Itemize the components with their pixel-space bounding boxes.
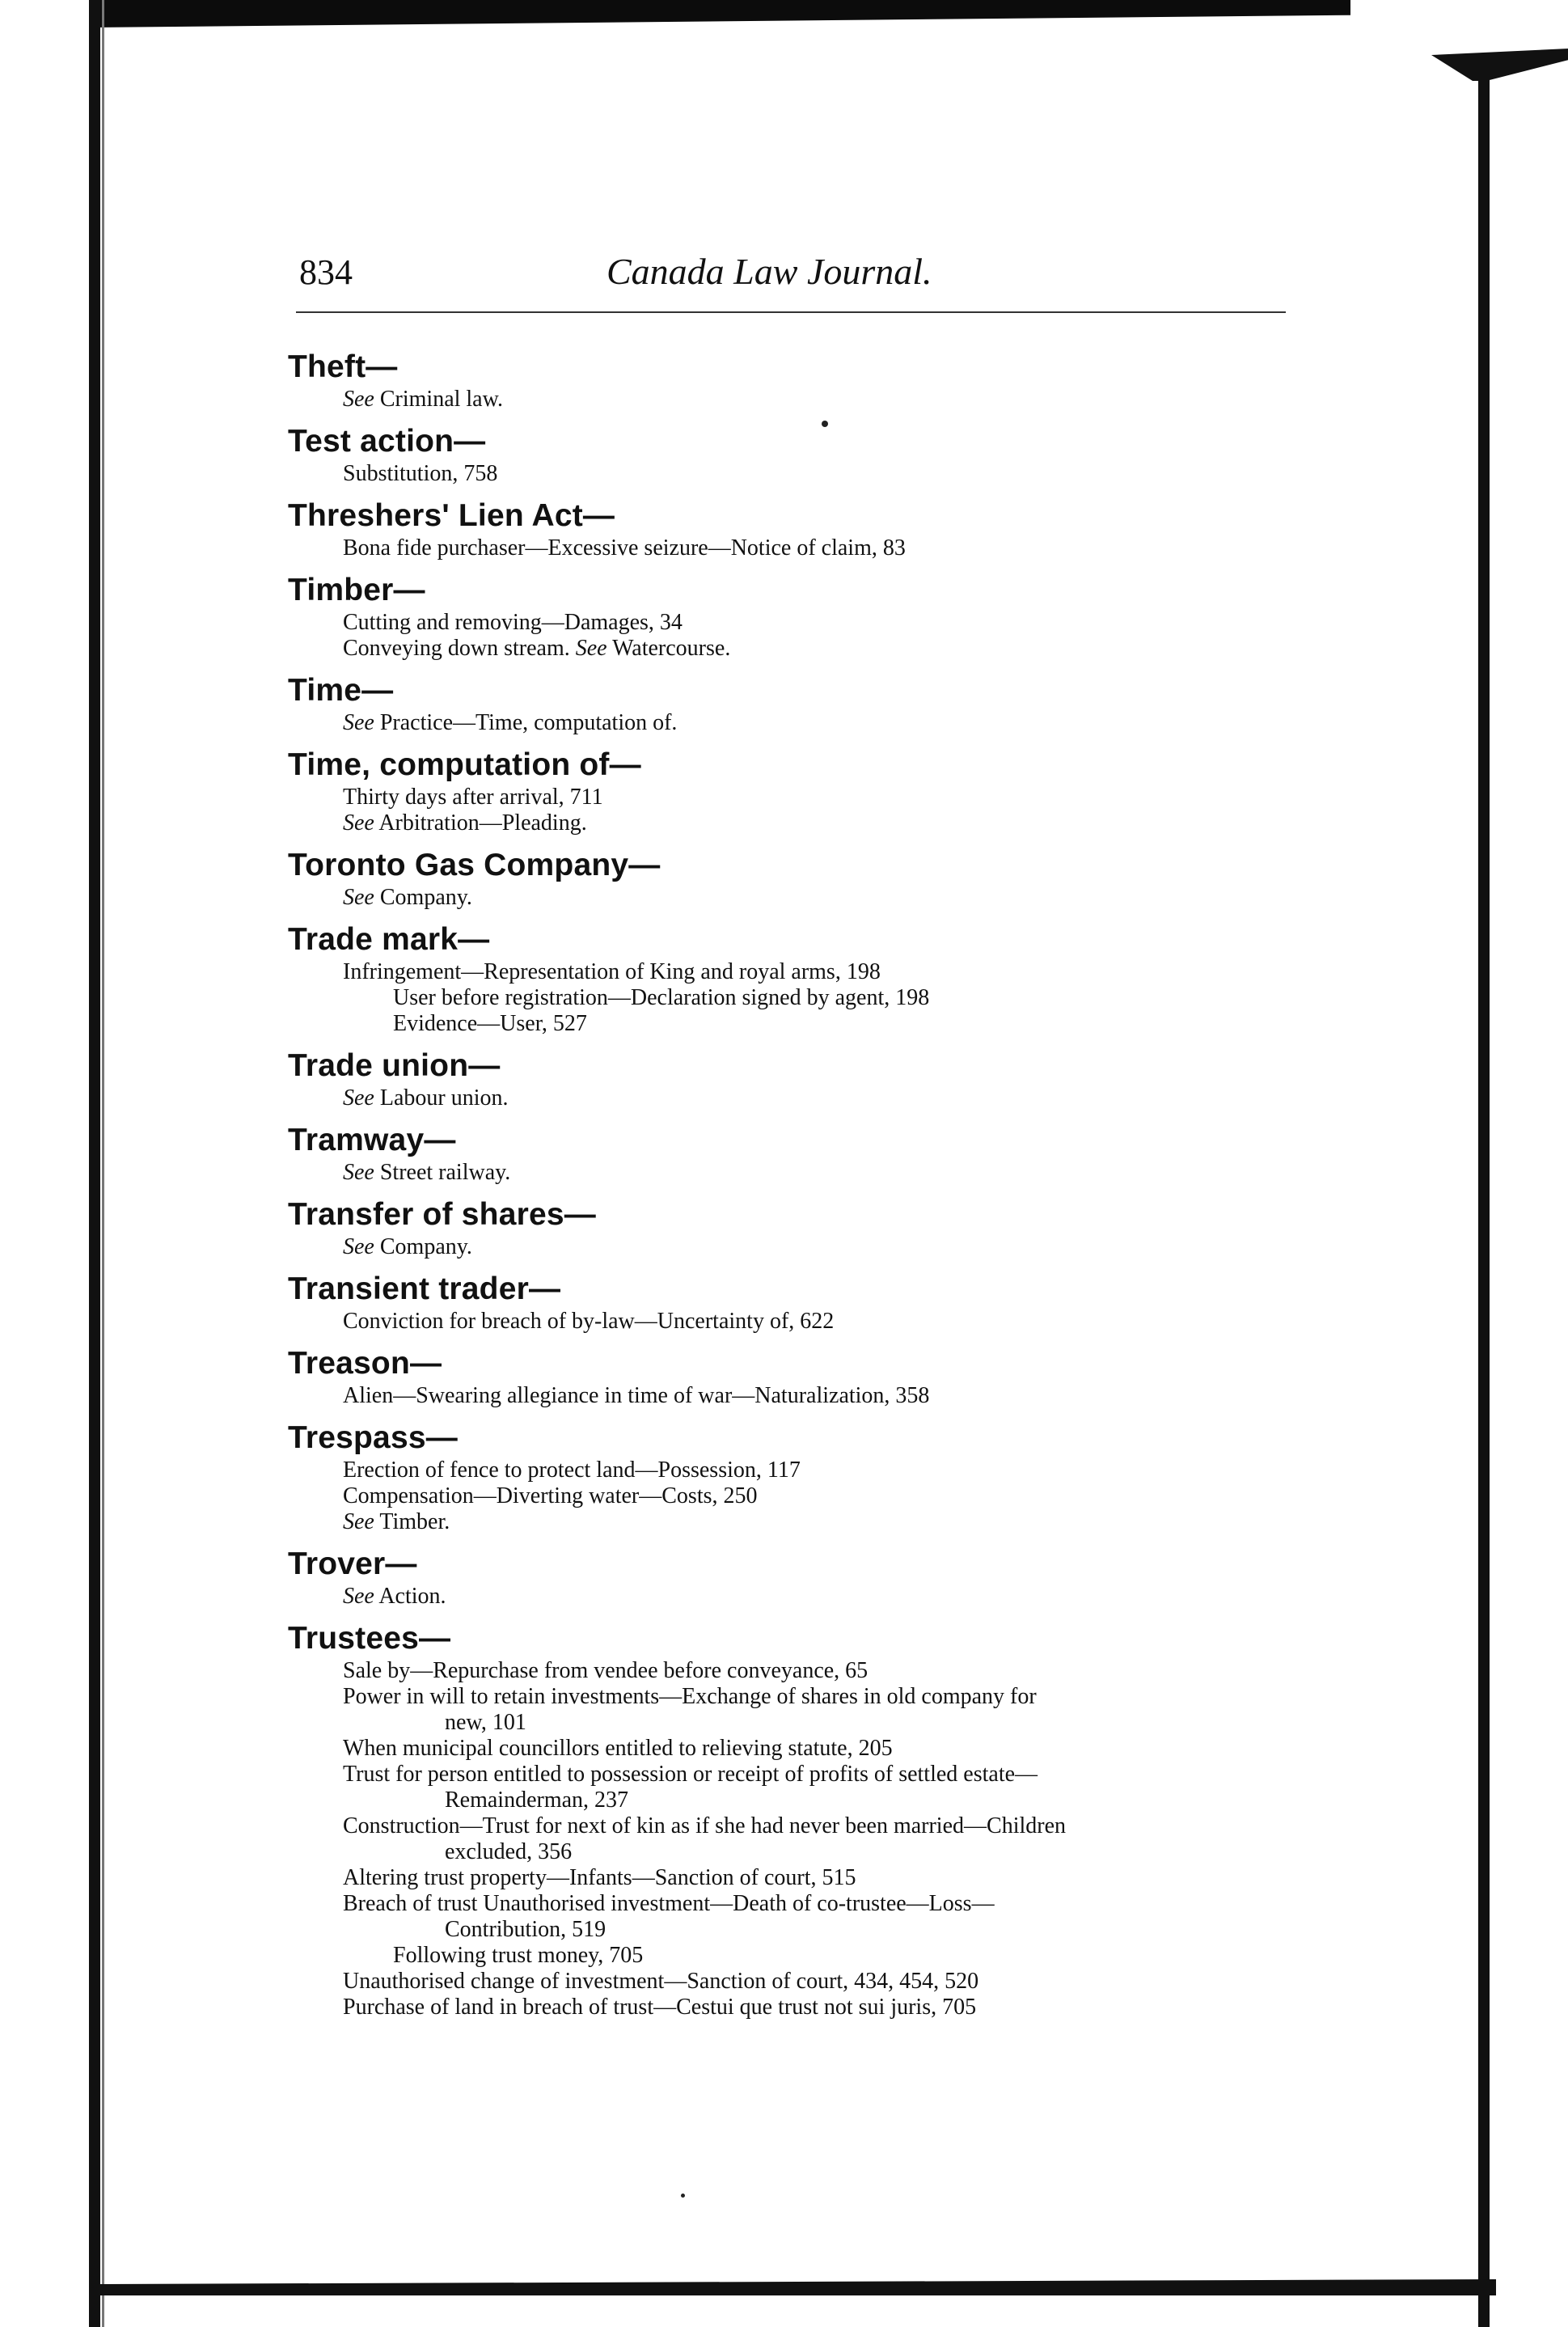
entry-line (288, 1509, 1291, 1535)
index-entry (288, 746, 1291, 836)
see-reference: See (343, 810, 374, 836)
see-reference: See (575, 636, 607, 661)
line-text: Cutting and removing—Damages, 34 (343, 610, 683, 635)
index-entry (288, 422, 1291, 487)
line-text: User before registration—Declaration signed by agent, 198 (393, 985, 930, 1010)
entry-line (288, 535, 1291, 561)
line-text: Unauthorised change of investment—Sanction of court, 434, 454, 520 (343, 1969, 979, 1994)
scan-border-left-inner (102, 0, 104, 2327)
line-text: Timber. (374, 1509, 450, 1534)
header-rule (296, 311, 1286, 313)
entry-line (288, 1865, 1291, 1891)
entry-line (288, 1813, 1291, 1839)
index-entry (288, 1270, 1291, 1335)
index-entry (288, 1047, 1291, 1111)
entry-heading: Theft— (288, 349, 398, 384)
line-text: Company. (374, 885, 472, 910)
see-reference: See (343, 1509, 374, 1534)
line-text: Criminal law. (374, 387, 504, 412)
line-text: Arbitration—Pleading. (374, 810, 587, 836)
line-text: Practice—Time, computation of. (374, 710, 678, 735)
index-entry (288, 348, 1291, 413)
entry-line (288, 1969, 1291, 1995)
page-header (299, 247, 1286, 311)
see-reference: See (343, 885, 374, 910)
entry-line (288, 1710, 1291, 1736)
index-entry (288, 1619, 1291, 2020)
entry-line (288, 636, 1291, 662)
index-entry (288, 1344, 1291, 1409)
entry-heading: Transient trader— (288, 1271, 561, 1306)
line-text: Conviction for breach of by-law—Uncertainty of, 622 (343, 1309, 835, 1334)
line-text: When municipal councillors entitled to relieving statute, 205 (343, 1736, 893, 1761)
entry-line (288, 1917, 1291, 1943)
entry-heading: Trustees— (288, 1621, 451, 1656)
line-text: Thirty days after arrival, 711 (343, 785, 603, 810)
entry-line (288, 959, 1291, 985)
line-text: Compensation—Diverting water—Costs, 250 (343, 1483, 758, 1508)
line-text: Watercourse. (606, 636, 731, 661)
line-text: Erection of fence to protect land—Possession, 117 (343, 1458, 801, 1483)
scan-border-right (1478, 65, 1490, 2327)
line-text: new, 101 (445, 1710, 526, 1735)
line-text: Infringement—Representation of King and royal arms, 198 (343, 959, 881, 984)
line-text: Trust for person entitled to possession or receipt of profits of settled estate— (343, 1762, 1038, 1787)
see-reference: See (343, 1160, 374, 1185)
entry-line (288, 1584, 1291, 1610)
entry-heading: Time, computation of— (288, 747, 641, 782)
entry-line (288, 1839, 1291, 1865)
page-number: 834 (299, 252, 353, 292)
entry-line (288, 710, 1291, 736)
index-list (288, 348, 1291, 2030)
entry-line (288, 1160, 1291, 1186)
scan-border-left (89, 0, 100, 2327)
scan-border-bottom (89, 2279, 1496, 2295)
line-text: excluded, 356 (445, 1839, 573, 1864)
entry-line (288, 387, 1291, 413)
entry-line (288, 461, 1291, 487)
index-entry (288, 1419, 1291, 1535)
entry-heading: Trespass— (288, 1420, 458, 1455)
line-text: Contribution, 519 (445, 1917, 606, 1942)
scan-border-top (89, 0, 1350, 28)
entry-line (288, 1891, 1291, 1917)
see-reference: See (343, 710, 374, 735)
entry-line (288, 1309, 1291, 1335)
entry-heading: Treason— (288, 1346, 442, 1381)
line-text: Alien—Swearing allegiance in time of war—Naturalization, 358 (343, 1383, 930, 1408)
entry-line (288, 1684, 1291, 1710)
see-reference: See (343, 1584, 374, 1609)
entry-line (288, 1762, 1291, 1788)
index-entry (288, 920, 1291, 1037)
line-text: Following trust money, 705 (393, 1943, 644, 1968)
entry-heading: Trade union— (288, 1048, 501, 1083)
line-text: Altering trust property—Infants—Sanction of court, 515 (343, 1865, 856, 1890)
entry-line (288, 985, 1291, 1011)
speck-mark (681, 2194, 685, 2198)
line-text: Company. (374, 1234, 472, 1259)
entry-line (288, 885, 1291, 911)
entry-line (288, 1943, 1291, 1969)
entry-line (288, 1383, 1291, 1409)
line-text: Remainderman, 237 (445, 1788, 629, 1813)
line-text: Breach of trust Unauthorised investment—Death of co-trustee—Loss— (343, 1891, 995, 1916)
line-text: Labour union. (374, 1085, 509, 1111)
line-text: Sale by—Repurchase from vendee before conveyance, 65 (343, 1658, 869, 1683)
index-entry (288, 497, 1291, 561)
entry-line (288, 1234, 1291, 1260)
index-entry (288, 1121, 1291, 1186)
entry-line (288, 1995, 1291, 2020)
entry-heading: Tramway— (288, 1123, 456, 1157)
entry-line (288, 1736, 1291, 1762)
entry-heading: Time— (288, 673, 394, 708)
entry-heading: Test action— (288, 424, 486, 459)
line-text: Evidence—User, 527 (393, 1011, 587, 1036)
scan-border-right-cap (1431, 49, 1568, 81)
entry-heading: Trover— (288, 1546, 417, 1581)
entry-heading: Trade mark— (288, 922, 490, 957)
index-entry (288, 846, 1291, 911)
entry-line (288, 610, 1291, 636)
entry-line (288, 1788, 1291, 1813)
entry-line (288, 810, 1291, 836)
entry-line (288, 1085, 1291, 1111)
line-text: Construction—Trust for next of kin as if she had never been married—Children (343, 1813, 1067, 1838)
line-text: Street railway. (374, 1160, 511, 1185)
line-text: Conveying down stream. (343, 636, 576, 661)
entry-line (288, 1483, 1291, 1509)
index-entry (288, 671, 1291, 736)
index-entry (288, 571, 1291, 662)
line-text: Purchase of land in breach of trust—Cestui que trust not sui juris, 705 (343, 1995, 977, 2020)
entry-heading: Transfer of shares— (288, 1197, 596, 1232)
line-text: Substitution, 758 (343, 461, 498, 486)
see-reference: See (343, 1234, 374, 1259)
index-entry (288, 1545, 1291, 1610)
entry-line (288, 785, 1291, 810)
index-entry (288, 1195, 1291, 1260)
see-reference: See (343, 1085, 374, 1111)
line-text: Bona fide purchaser—Excessive seizure—Notice of claim, 83 (343, 535, 906, 561)
entry-line (288, 1011, 1291, 1037)
running-title: Canada Law Journal. (606, 251, 932, 292)
entry-heading: Timber— (288, 573, 425, 607)
see-reference: See (343, 387, 374, 412)
entry-line (288, 1458, 1291, 1483)
entry-heading: Threshers' Lien Act— (288, 498, 615, 533)
entry-line (288, 1658, 1291, 1684)
line-text: Power in will to retain investments—Exchange of shares in old company for (343, 1684, 1037, 1709)
line-text: Action. (374, 1584, 446, 1609)
entry-heading: Toronto Gas Company— (288, 848, 661, 882)
